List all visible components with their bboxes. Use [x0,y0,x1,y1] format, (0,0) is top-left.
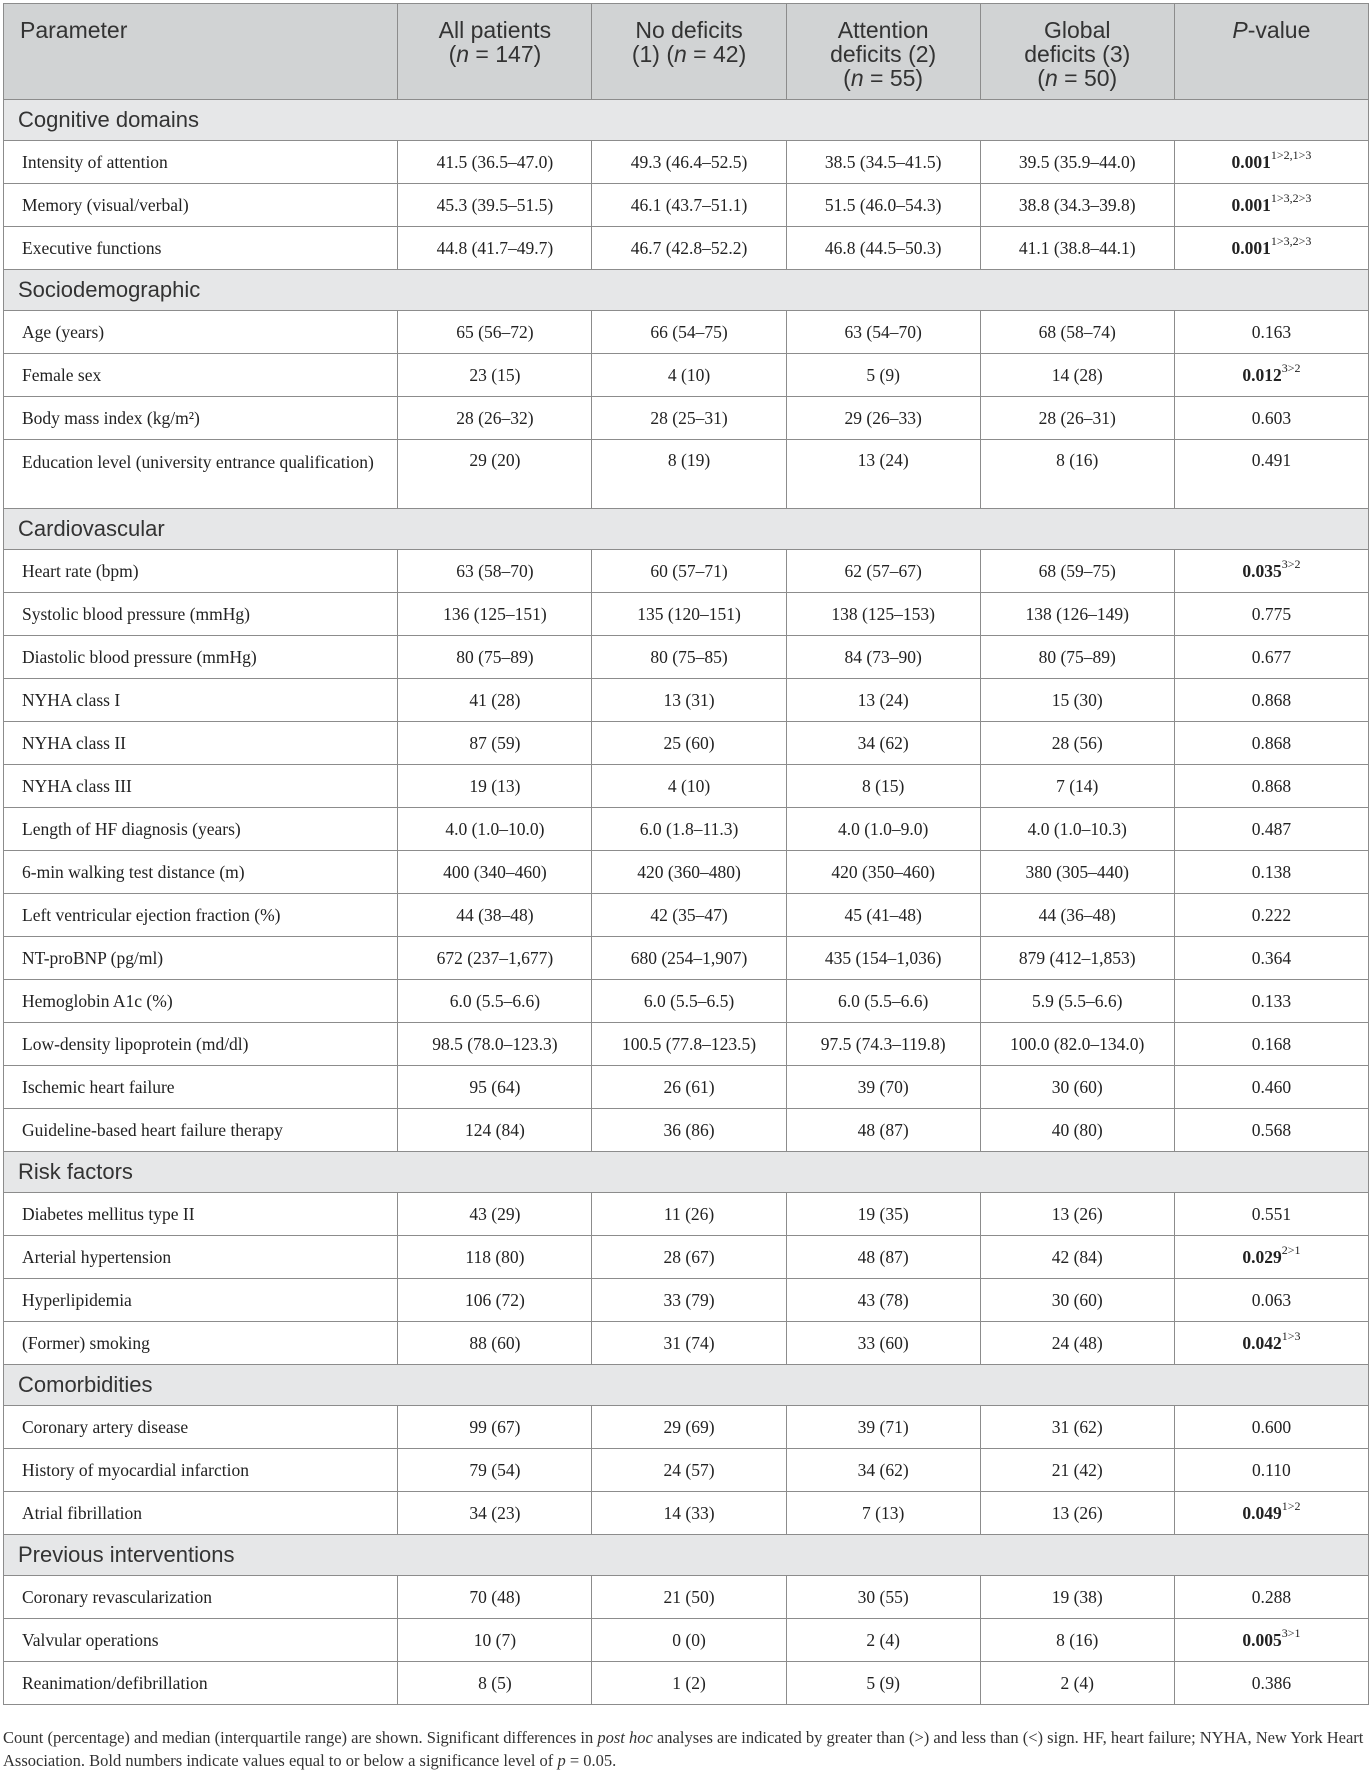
attention-deficits-cell: 38.5 (34.5–41.5) [786,141,980,184]
attention-deficits-cell: 138 (125–153) [786,593,980,636]
table-row [4,550,1369,593]
attention-deficits-cell: 48 (87) [786,1236,980,1279]
attention-deficits-cell: 6.0 (5.5–6.6) [786,980,980,1023]
section-header-row [4,1152,1369,1193]
parameter-cell: Hemoglobin A1c (%) [4,980,398,1023]
p-value: 0.001 [1231,194,1271,215]
table-row [4,894,1369,937]
all-patients-cell: 45.3 (39.5–51.5) [398,184,592,227]
parameter-cell: Atrial fibrillation [4,1492,398,1535]
all-patients-cell: 124 (84) [398,1109,592,1152]
attention-deficits-cell: 13 (24) [786,679,980,722]
p-value: 0.133 [1251,990,1292,1011]
p-value-cell [1174,851,1368,894]
no-deficits-cell: 680 (254–1,907) [592,937,786,980]
table-body [4,100,1369,1705]
p-value-cell [1174,1492,1368,1535]
all-patients-cell: 80 (75–89) [398,636,592,679]
parameter-cell: (Former) smoking [4,1322,398,1365]
p-value-cell [1174,354,1368,397]
no-deficits-cell: 42 (35–47) [592,894,786,937]
header-line: Global [1044,17,1111,43]
p-value: 0.001 [1231,151,1271,172]
table-row [4,980,1369,1023]
parameter-cell: Diastolic blood pressure (mmHg) [4,636,398,679]
table-row [4,397,1369,440]
global-deficits-cell: 14 (28) [980,354,1174,397]
post-hoc-superscript: 3>1 [1281,1625,1301,1640]
no-deficits-cell: 46.7 (42.8–52.2) [592,227,786,270]
no-deficits-cell: 420 (360–480) [592,851,786,894]
p-value-cell [1174,722,1368,765]
all-patients-cell: 65 (56–72) [398,311,592,354]
section-header-row [4,1535,1369,1576]
parameter-cell: NYHA class I [4,679,398,722]
all-patients-cell: 118 (80) [398,1236,592,1279]
global-deficits-cell: 138 (126–149) [980,593,1174,636]
table-row [4,1406,1369,1449]
global-deficits-cell: 19 (38) [980,1576,1174,1619]
attention-deficits-cell: 48 (87) [786,1109,980,1152]
global-deficits-cell: 100.0 (82.0–134.0) [980,1023,1174,1066]
header-all-patients [398,4,592,100]
p-value: 0.049 [1242,1502,1282,1523]
no-deficits-cell: 14 (33) [592,1492,786,1535]
p-value-cell [1174,1662,1368,1705]
table-row [4,937,1369,980]
global-deficits-cell: 40 (80) [980,1109,1174,1152]
p-value: 0.868 [1251,689,1292,710]
parameter-cell: Valvular operations [4,1619,398,1662]
all-patients-cell: 44.8 (41.7–49.7) [398,227,592,270]
attention-deficits-cell: 34 (62) [786,1449,980,1492]
no-deficits-cell: 66 (54–75) [592,311,786,354]
section-title: Comorbidities [4,1365,1369,1406]
p-value-cell [1174,765,1368,808]
p-value-cell [1174,1109,1368,1152]
global-deficits-cell: 879 (412–1,853) [980,937,1174,980]
no-deficits-cell: 25 (60) [592,722,786,765]
no-deficits-cell: 1 (2) [592,1662,786,1705]
p-value-cell [1174,1322,1368,1365]
attention-deficits-cell: 8 (15) [786,765,980,808]
global-deficits-cell: 38.8 (34.3–39.8) [980,184,1174,227]
p-value: 0.868 [1251,775,1292,796]
p-value: 0.868 [1251,732,1292,753]
table-row [4,1322,1369,1365]
parameter-cell: 6-min walking test distance (m) [4,851,398,894]
table-row [4,808,1369,851]
table-row [4,227,1369,270]
table-footnote: Count (percentage) and median (interquartile range) are shown. Significant differences in post hoc analyses are indicated by greater than (>) and less than (<) sign. HF, heart failure; NYHA, New York Heart Association. Bold numbers indicate values equal to or below a significance level of p = 0.05. [3,1728,1364,1770]
section-title: Cardiovascular [4,509,1369,550]
no-deficits-cell: 6.0 (5.5–6.5) [592,980,786,1023]
no-deficits-cell: 11 (26) [592,1193,786,1236]
table-row [4,1236,1369,1279]
attention-deficits-cell: 435 (154–1,036) [786,937,980,980]
post-hoc-superscript: 1>2,1>3 [1270,147,1312,162]
attention-deficits-cell: 45 (41–48) [786,894,980,937]
table-row [4,765,1369,808]
all-patients-cell: 41 (28) [398,679,592,722]
all-patients-cell: 19 (13) [398,765,592,808]
p-value: 0.042 [1242,1332,1282,1353]
no-deficits-cell: 8 (19) [592,440,786,509]
attention-deficits-cell: 13 (24) [786,440,980,509]
parameter-cell: Ischemic heart failure [4,1066,398,1109]
no-deficits-cell: 29 (69) [592,1406,786,1449]
all-patients-cell: 70 (48) [398,1576,592,1619]
all-patients-cell: 43 (29) [398,1193,592,1236]
no-deficits-cell: 28 (67) [592,1236,786,1279]
header-line: (n = 147) [448,41,542,67]
p-value-cell [1174,1279,1368,1322]
section-title: Cognitive domains [4,100,1369,141]
global-deficits-cell: 80 (75–89) [980,636,1174,679]
all-patients-cell: 28 (26–32) [398,397,592,440]
parameter-cell: Length of HF diagnosis (years) [4,808,398,851]
no-deficits-cell: 33 (79) [592,1279,786,1322]
global-deficits-cell: 8 (16) [980,1619,1174,1662]
p-value-cell [1174,980,1368,1023]
table-row [4,1619,1369,1662]
no-deficits-cell: 28 (25–31) [592,397,786,440]
post-hoc-superscript: 1>3,2>3 [1270,190,1312,205]
no-deficits-cell: 49.3 (46.4–52.5) [592,141,786,184]
global-deficits-cell: 7 (14) [980,765,1174,808]
no-deficits-cell: 0 (0) [592,1619,786,1662]
p-value: 0.600 [1251,1416,1292,1437]
table-row [4,1193,1369,1236]
p-value: 0.603 [1251,407,1292,428]
attention-deficits-cell: 43 (78) [786,1279,980,1322]
all-patients-cell: 79 (54) [398,1449,592,1492]
parameter-cell: Left ventricular ejection fraction (%) [4,894,398,937]
parameter-cell: NYHA class II [4,722,398,765]
p-value-cell [1174,1066,1368,1109]
header-line: deficits (3) [1024,41,1131,67]
section-header-row [4,270,1369,311]
no-deficits-cell: 6.0 (1.8–11.3) [592,808,786,851]
parameter-cell: Age (years) [4,311,398,354]
attention-deficits-cell: 5 (9) [786,1662,980,1705]
header-line: (n = 50) [1037,65,1118,91]
no-deficits-cell: 80 (75–85) [592,636,786,679]
p-value-cell [1174,1406,1368,1449]
no-deficits-cell: 36 (86) [592,1109,786,1152]
attention-deficits-cell: 2 (4) [786,1619,980,1662]
parameter-cell: Coronary artery disease [4,1406,398,1449]
table-row [4,311,1369,354]
global-deficits-cell: 13 (26) [980,1193,1174,1236]
p-value-cell [1174,1619,1368,1662]
section-title: Previous interventions [4,1535,1369,1576]
attention-deficits-cell: 30 (55) [786,1576,980,1619]
parameter-cell: Diabetes mellitus type II [4,1193,398,1236]
attention-deficits-cell: 5 (9) [786,354,980,397]
no-deficits-cell: 21 (50) [592,1576,786,1619]
attention-deficits-cell: 39 (70) [786,1066,980,1109]
global-deficits-cell: 42 (84) [980,1236,1174,1279]
p-value: 0.005 [1242,1629,1282,1650]
no-deficits-cell: 4 (10) [592,765,786,808]
attention-deficits-cell: 84 (73–90) [786,636,980,679]
p-value-cell [1174,311,1368,354]
p-value: 0.138 [1251,861,1292,882]
p-value-cell [1174,227,1368,270]
no-deficits-cell: 100.5 (77.8–123.5) [592,1023,786,1066]
p-value: 0.222 [1251,904,1292,925]
post-hoc-superscript: 2>1 [1281,1242,1301,1257]
table-row [4,184,1369,227]
attention-deficits-cell: 33 (60) [786,1322,980,1365]
p-value-cell [1174,397,1368,440]
header-line: deficits (2) [830,41,937,67]
post-hoc-superscript: 3>2 [1281,360,1301,375]
table-row [4,1662,1369,1705]
p-value-cell [1174,937,1368,980]
global-deficits-cell: 5.9 (5.5–6.6) [980,980,1174,1023]
no-deficits-cell: 13 (31) [592,679,786,722]
parameter-cell: History of myocardial infarction [4,1449,398,1492]
global-deficits-cell: 24 (48) [980,1322,1174,1365]
all-patients-cell: 8 (5) [398,1662,592,1705]
section-header-row [4,100,1369,141]
post-hoc-superscript: 1>2 [1281,1498,1301,1513]
no-deficits-cell: 135 (120–151) [592,593,786,636]
p-value: 0.775 [1251,603,1292,624]
parameter-cell: Executive functions [4,227,398,270]
parameter-cell: Guideline-based heart failure therapy [4,1109,398,1152]
attention-deficits-cell: 34 (62) [786,722,980,765]
section-title: Risk factors [4,1152,1369,1193]
table-row [4,722,1369,765]
table-row [4,141,1369,184]
table-row [4,1066,1369,1109]
p-value: 0.568 [1251,1119,1292,1140]
all-patients-cell: 34 (23) [398,1492,592,1535]
p-value-cell [1174,593,1368,636]
all-patients-cell: 63 (58–70) [398,550,592,593]
global-deficits-cell: 30 (60) [980,1279,1174,1322]
p-value: 0.029 [1242,1246,1282,1267]
global-deficits-cell: 28 (26–31) [980,397,1174,440]
table-row [4,354,1369,397]
global-deficits-cell: 41.1 (38.8–44.1) [980,227,1174,270]
parameter-cell: Intensity of attention [4,141,398,184]
header-p-value: P-value [1174,4,1368,100]
p-value-cell [1174,808,1368,851]
all-patients-cell: 106 (72) [398,1279,592,1322]
p-value: 0.460 [1251,1076,1292,1097]
p-value-cell [1174,1193,1368,1236]
p-value-cell [1174,184,1368,227]
section-header-row [4,1365,1369,1406]
parameter-cell: NYHA class III [4,765,398,808]
p-value: 0.491 [1251,450,1292,470]
attention-deficits-cell: 29 (26–33) [786,397,980,440]
global-deficits-cell: 15 (30) [980,679,1174,722]
global-deficits-cell: 4.0 (1.0–10.3) [980,808,1174,851]
all-patients-cell: 4.0 (1.0–10.0) [398,808,592,851]
p-value-cell [1174,1236,1368,1279]
p-value-cell [1174,1449,1368,1492]
global-deficits-cell: 44 (36–48) [980,894,1174,937]
global-deficits-cell: 8 (16) [980,440,1174,509]
parameter-cell: NT-proBNP (pg/ml) [4,937,398,980]
all-patients-cell: 88 (60) [398,1322,592,1365]
no-deficits-cell: 46.1 (43.7–51.1) [592,184,786,227]
p-value: 0.012 [1242,364,1282,385]
attention-deficits-cell: 4.0 (1.0–9.0) [786,808,980,851]
header-line: All patients [438,17,552,43]
table-row [4,1576,1369,1619]
global-deficits-cell: 30 (60) [980,1066,1174,1109]
p-value-cell [1174,1576,1368,1619]
p-value-cell [1174,550,1368,593]
table-row [4,440,1369,509]
post-hoc-superscript: 1>3 [1281,1328,1301,1343]
all-patients-cell: 136 (125–151) [398,593,592,636]
global-deficits-cell: 13 (26) [980,1492,1174,1535]
global-deficits-cell: 68 (59–75) [980,550,1174,593]
p-value-cell [1174,636,1368,679]
all-patients-cell: 41.5 (36.5–47.0) [398,141,592,184]
parameter-cell: Low-density lipoprotein (md/dl) [4,1023,398,1066]
attention-deficits-cell: 62 (57–67) [786,550,980,593]
header-line: Attention [837,17,929,43]
no-deficits-cell: 60 (57–71) [592,550,786,593]
header-line: (n = 55) [843,65,924,91]
header-parameter: Parameter [4,4,398,100]
p-value: 0.551 [1251,1203,1292,1224]
all-patients-cell: 87 (59) [398,722,592,765]
global-deficits-cell: 39.5 (35.9–44.0) [980,141,1174,184]
attention-deficits-cell: 39 (71) [786,1406,980,1449]
all-patients-cell: 95 (64) [398,1066,592,1109]
table-row [4,1279,1369,1322]
global-deficits-cell: 2 (4) [980,1662,1174,1705]
parameter-cell: Reanimation/defibrillation [4,1662,398,1705]
no-deficits-cell: 4 (10) [592,354,786,397]
header-line: No deficits [635,17,743,43]
parameter-cell: Body mass index (kg/m²) [4,397,398,440]
p-value: 0.677 [1251,646,1292,667]
table-row [4,1449,1369,1492]
attention-deficits-cell: 420 (350–460) [786,851,980,894]
table-row [4,851,1369,894]
p-value-cell [1174,679,1368,722]
header-global-deficits [980,4,1174,100]
p-value: 0.487 [1251,818,1292,839]
attention-deficits-cell: 51.5 (46.0–54.3) [786,184,980,227]
table-row [4,1109,1369,1152]
post-hoc-superscript: 3>2 [1281,556,1301,571]
all-patients-cell: 10 (7) [398,1619,592,1662]
p-value-cell [1174,141,1368,184]
no-deficits-cell: 26 (61) [592,1066,786,1109]
attention-deficits-cell: 63 (54–70) [786,311,980,354]
p-value-cell [1174,440,1368,509]
header-attention-deficits [786,4,980,100]
table-row [4,1492,1369,1535]
p-value-cell [1174,894,1368,937]
p-value: 0.163 [1251,321,1292,342]
header-line: (1) (n = 42) [631,41,747,67]
p-value: 0.386 [1251,1672,1292,1693]
post-hoc-superscript: 1>3,2>3 [1270,233,1312,248]
all-patients-cell: 23 (15) [398,354,592,397]
parameter-cell: Systolic blood pressure (mmHg) [4,593,398,636]
all-patients-cell: 400 (340–460) [398,851,592,894]
all-patients-cell: 672 (237–1,677) [398,937,592,980]
table-row [4,1023,1369,1066]
all-patients-cell: 6.0 (5.5–6.6) [398,980,592,1023]
global-deficits-cell: 21 (42) [980,1449,1174,1492]
parameter-cell: Arterial hypertension [4,1236,398,1279]
p-value: 0.288 [1251,1586,1292,1607]
table-row [4,636,1369,679]
all-patients-cell: 44 (38–48) [398,894,592,937]
parameter-cell: Heart rate (bpm) [4,550,398,593]
attention-deficits-cell: 19 (35) [786,1193,980,1236]
parameter-cell: Hyperlipidemia [4,1279,398,1322]
p-value: 0.063 [1251,1289,1292,1310]
table-row [4,593,1369,636]
table-row [4,679,1369,722]
table-header-row [4,4,1369,100]
header-no-deficits [592,4,786,100]
p-value-cell [1174,1023,1368,1066]
attention-deficits-cell: 97.5 (74.3–119.8) [786,1023,980,1066]
clinical-characteristics-table [3,3,1369,1705]
no-deficits-cell: 31 (74) [592,1322,786,1365]
global-deficits-cell: 68 (58–74) [980,311,1174,354]
parameter-cell: Coronary revascularization [4,1576,398,1619]
global-deficits-cell: 31 (62) [980,1406,1174,1449]
section-title: Sociodemographic [4,270,1369,311]
global-deficits-cell: 380 (305–440) [980,851,1174,894]
all-patients-cell: 98.5 (78.0–123.3) [398,1023,592,1066]
all-patients-cell: 99 (67) [398,1406,592,1449]
parameter-cell: Female sex [4,354,398,397]
section-header-row [4,509,1369,550]
attention-deficits-cell: 46.8 (44.5–50.3) [786,227,980,270]
parameter-cell: Education level (university entrance qualification) [4,440,398,509]
no-deficits-cell: 24 (57) [592,1449,786,1492]
attention-deficits-cell: 7 (13) [786,1492,980,1535]
p-value: 0.364 [1251,947,1292,968]
global-deficits-cell: 28 (56) [980,722,1174,765]
p-value: 0.035 [1242,560,1282,581]
parameter-cell: Memory (visual/verbal) [4,184,398,227]
all-patients-cell: 29 (20) [398,440,592,509]
p-value: 0.168 [1251,1033,1292,1054]
p-value: 0.001 [1231,237,1271,258]
p-value: 0.110 [1252,1459,1291,1480]
